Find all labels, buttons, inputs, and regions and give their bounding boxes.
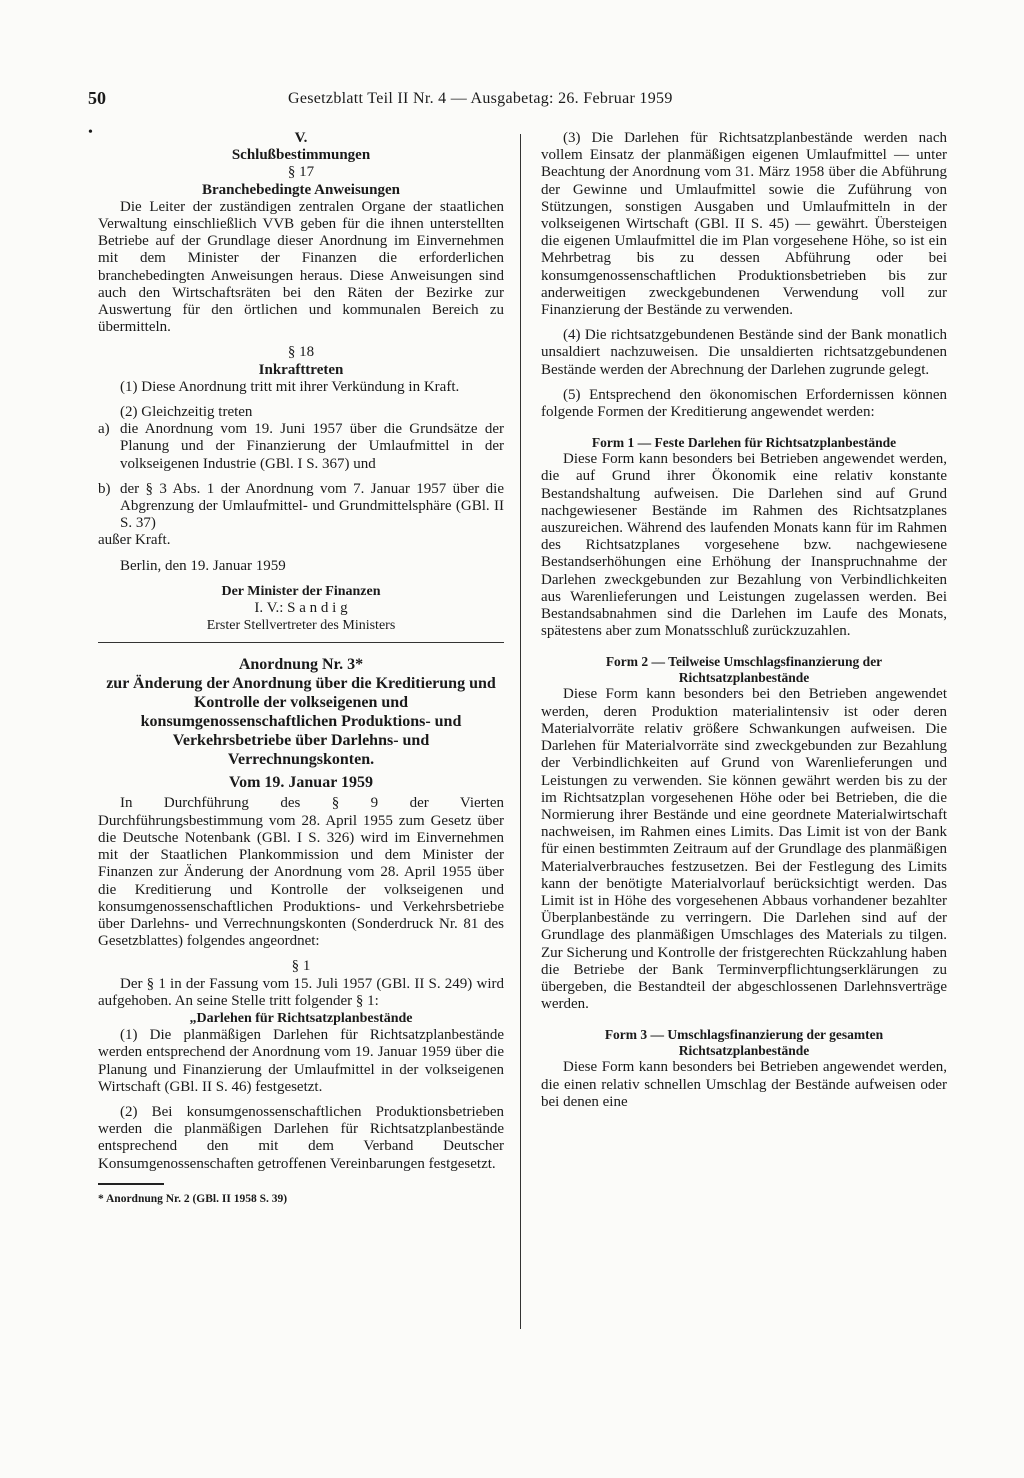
place-date: Berlin, den 19. Januar 1959 (120, 557, 286, 574)
footnote: * Anordnung Nr. 2 (GBl. II 1958 S. 39) (98, 1192, 288, 1205)
list-text-a: die Anordnung vom 19. Juni 1957 über die Grundsätze der Planung und der Finanzierung der Umlaufmittel in der volkseigenen Industrie (GBl. I S. 367) und (120, 421, 504, 472)
section-17-text: Die Leiter der zuständigen zentralen Organe der staatlichen Verwaltung einschließlich VVB geben für die ihnen unterstellten Betriebe auf der Grundlage dieser Anordnung im Einvernehmen mit dem Minister der Finanzen die erforderlichen branchebedingten Anweisungen heraus. Diese Anweisungen sind auch den Wirtschaftsräten bei den Räten der Bezirke zur Auswertung für den örtlichen und kommunalen Bereich zu übermitteln. (98, 198, 504, 336)
ordinance-date: Vom 19. Januar 1959 (228, 774, 374, 792)
running-title: Gesetzblatt Teil II Nr. 4 — Ausgabetag: 26. Februar 1959 (288, 90, 673, 107)
part-number: V. (294, 130, 308, 146)
form-3-text: Diese Form kann besonders bei Betrieben angewendet werden, die einen relativ schnellen Umschlag der Bestände aufweisen oder bei denen eine (541, 1059, 947, 1110)
form-1-text: Diese Form kann besonders bei Betrieben angewendet werden, die auf Grund ihrer Ökonomik eine relativ konstante Bestandshaltung aufweisen. Die Darlehen sind auf Grund nachgewiesener Bestände im Rahmen des Richtsatzplanes auszureichen. Während des laufenden Monats kann für im Rahmen des Richtsatzplanes vorgesehene bzw. nachgewiesene Bestandserhöhungen eine Erhöhung der Inanspruchnahme der Darlehen zweckgebunden zur Bezahlung von Verbindlichkeiten aus Warenlieferungen und Leistungen zugelassen werden. Bei Bestandsabnahmen sind die Darlehen im Laufe des Monats, spätestens aber zum Monatsschluß zurückzuzahlen. (541, 451, 947, 640)
form-3-heading: Form 3 — Umschlagsfinanzierung der gesamten Richtsatzplanbestände (604, 1027, 884, 1059)
footnote-rule (98, 1183, 164, 1185)
ordinance-subtitle: zur Änderung der Anordnung über die Kreditierung und Kontrolle der volkseigenen und konsumgenossenschaftlichen Produktions- und Verkehrsbetriebe über Darlehns- und Verrechnungskonten. (106, 675, 496, 769)
list-text-b: der § 3 Abs. 1 der Anordnung vom 7. Januar 1957 über die Abgrenzung der Umlaufmittel- und Grundmittelsphäre (GBl. II S. 37) (120, 480, 504, 532)
left-column (98, 130, 504, 1208)
ordinance-intro: In Durchführung des § 9 der Vierten Durchführungsbestimmung vom 28. April 1955 zum Gesetz über die Deutsche Notenbank (GBl. I S. 326) wird im Einvernehmen mit der Staatlichen Plankommission und dem Minister der Finanzen zur Änderung der Anordnung vom 28. April 1955 über die Kreditierung und Kontrolle der volkseigenen und konsumgenossenschaftlichen Produktions- und Verkehrsbetriebe über Darlehns- und Verrechnungskonten (Sonderdruck Nr. 81 des Gesetzblattes) folgendes angeordnet: (98, 795, 504, 950)
signature-organization: Der Minister der Finanzen (221, 583, 381, 599)
bullet-mark: • (88, 125, 93, 140)
form-2-text: Diese Form kann besonders bei den Betrieben angewendet werden, deren Produktion materialintensiv ist oder deren Materialvorräte relativ größere Schwankungen aufweisen. Die Darlehen für Materialvorräte sind zweckgebunden zur Bezahlung der Verbindlichkeiten auf Grund von Warenlieferungen und Leistungen zu verwenden. Sie können gewährt werden bis zu der im Richtsatzplan vorgesehenen Höhe oder bei Betrieben, die die Normierung ihrer Bestände und eine geordnete Materialwirtschaft nachweisen, im Rahmen eines Limits. Das Limit ist von der Bank für einen bestimmten Zeitraum auf der Grundlage des planmäßigen Materialverbrauches festzusetzen. Bei der Festlegung des Limits kann der benötigte Materialvorlauf berücksichtigt werden. Das Limit ist in Höhe des vorgesehenen Abbaus vorhandener bezahlter Überplanbestände zu verringern. Die Darlehen sind auf der Grundlage des planmäßigen Umschlages des Materials zu tilgen. Zur Sicherung und Kontrolle der fristgerechten Rückzahlung haben die Betriebe der Bank Terminverpflichtungserklärungen zu übergeben, die Bestandteil der abgeschlossenen Darlehnsverträge werden. (541, 686, 947, 1013)
paragraph-5: (5) Entsprechend den ökonomischen Erfordernissen können folgende Formen der Kreditierung angewendet werden: (541, 386, 947, 421)
section-18-title: Inkrafttreten (258, 361, 344, 378)
section-18-end: außer Kraft. (98, 532, 171, 549)
signature-name: I. V.: S a n d i g (254, 600, 348, 617)
form-2-heading: Form 2 — Teilweise Umschlagsfinanzierung der Richtsatzplanbestände (605, 654, 883, 686)
signature-role: Erster Stellvertreter des Ministers (206, 618, 396, 634)
paragraph-3: (3) Die Darlehen für Richtsatzplanbestände werden nach vollem Einsatz der planmäßigen eigenen Umlaufmittel — unter Beachtung der Anordnung vom 31. März 1958 über die Abführung der Gewinne und Umlaufmittel sowie die Zuführung von Stützungen, sonstigen Ausgaben und Umlaufmitteln in der volkseigenen Wirtschaft (GBl. II S. 45) — gewährt. Übersteigen die eigenen Umlaufmittel die im Plan vorgesehene Höhe, so ist ein Mehrbetrag bis zu dessen Abführung oder bei konsumgenossenschaftlichen Produktionsbetrieben bis zur anderweitigen zweckgebundenen Verwendung voll zur Finanzierung der Bestände zu verwenden. (541, 130, 947, 319)
section-17-number: § 17 (287, 164, 315, 181)
page-number: 50 (88, 88, 106, 108)
section-18-number: § 18 (287, 344, 315, 361)
part-title: Schlußbestimmungen (231, 147, 371, 164)
section-separator (98, 642, 504, 643)
section-1-paragraph-1: (1) Die planmäßigen Darlehen für Richtsatzplanbestände werden entsprechend der Anordnung vom 19. Januar 1959 über die Planung und Finanzierung der Umlaufmittel in der volkseigenen Wirtschaft (GBl. II S. 46) festgesetzt. (98, 1027, 504, 1095)
list-label-b: b) (98, 480, 111, 497)
page-header (88, 90, 760, 112)
section-1-text: Der § 1 in der Fassung vom 15. Juli 1957 (GBl. II S. 249) wird aufgehoben. An seine Stelle tritt folgender § 1: (98, 975, 504, 1009)
section-18-paragraph-2: (2) Gleichzeitig treten (120, 404, 253, 421)
section-1-heading: „Darlehen für Richtsatzplanbestände (189, 1010, 413, 1026)
section-1-number: § 1 (291, 958, 311, 975)
paragraph-4: (4) Die richtsatzgebundenen Bestände sind der Bank monatlich unsaldiert nachzuweisen. Die unsaldierten richtsatzgebundenen Bestände werden der Abrechnung der Darlehen zugrunde gelegt. (541, 327, 947, 378)
ordinance-title: Anordnung Nr. 3* (238, 656, 364, 674)
section-1-paragraph-2: (2) Bei konsumgenossenschaftlichen Produktionsbetrieben werden die planmäßigen Darlehen für Richtsatzplanbestände entsprechend den mit dem Verband Deutscher Konsumgenossenschaften getroffenen Vereinbarungen festgesetzt. (98, 1103, 504, 1172)
section-18-paragraph-1: (1) Diese Anordnung tritt mit ihrer Verkündung in Kraft. (120, 378, 460, 395)
section-17-title: Branchebedingte Anweisungen (202, 181, 400, 198)
right-column (541, 130, 947, 1111)
list-label-a: a) (98, 421, 110, 438)
list-item-a (98, 421, 504, 473)
form-1-heading: Form 1 — Feste Darlehen für Richtsatzplanbestände (591, 435, 897, 451)
list-item-b (98, 481, 504, 533)
column-divider (520, 134, 521, 1329)
